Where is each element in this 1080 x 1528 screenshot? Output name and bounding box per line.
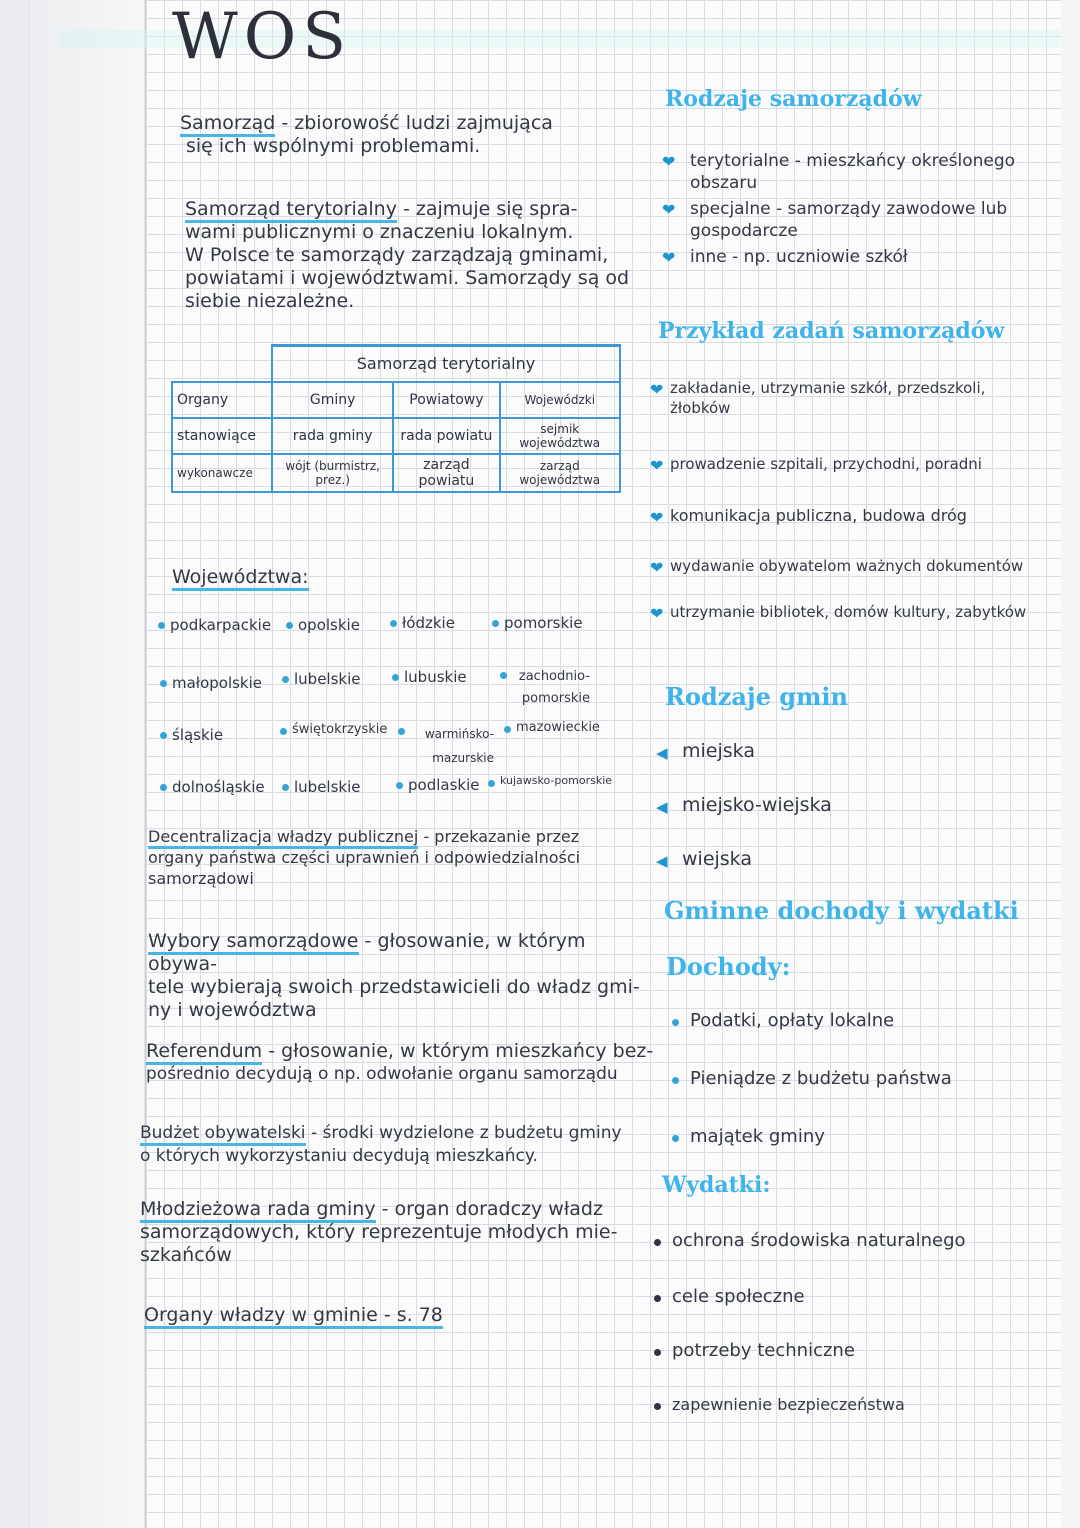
heart-icon: ❤ <box>650 380 664 399</box>
table-col-organy: Organy <box>172 382 272 418</box>
list-item: małopolskie <box>172 674 262 692</box>
term: Samorząd <box>180 112 275 137</box>
arrow-icon: ◀ <box>656 798 668 816</box>
organy-table <box>171 344 621 493</box>
table-col-gminy: Gminy <box>272 382 393 418</box>
dochody-wydatki-heading: Gminne dochody i wydatki <box>664 896 1019 925</box>
heart-icon: ❤ <box>650 558 664 577</box>
list-item: ❤ prowadzenie szpitali, przychodni, poradni <box>650 455 982 475</box>
definition-text: - zbiorowość ludzi zajmująca <box>281 112 553 134</box>
definition-text: W Polsce te samorządy zarządzają gminami, <box>185 244 609 266</box>
definition-text: - głosowanie, w którym obywa- <box>148 930 586 975</box>
definition-text: szkańców <box>140 1244 232 1266</box>
list-item: ◀ miejsko-wiejska <box>656 794 832 816</box>
definition-text: - zajmuje się spra- <box>402 198 578 220</box>
list-item: podkarpackie <box>170 616 271 634</box>
list-item: ❤ terytorialne - mieszkańcy określonego obszaru <box>662 151 1016 193</box>
list-item: świętokrzyskie <box>292 722 387 737</box>
definition-text: - przekazanie przez <box>423 827 580 846</box>
definition-decentralizacja <box>148 826 643 889</box>
list-item: ◀ wiejska <box>656 848 752 870</box>
table-cell: wójt (burmistrz, prez.) <box>272 454 393 492</box>
list-item: ❤ inne - np. uczniowie szkół <box>662 247 908 267</box>
list-item: zachodnio-pomorskie <box>500 666 590 710</box>
list-item: ❤ specjalne - samorządy zawodowe lub gospodarcze <box>662 199 1008 241</box>
notebook-edge <box>0 0 145 1528</box>
definition-text: - organ doradczy władz <box>381 1198 603 1220</box>
term: Młodzieżowa rada gminy <box>140 1198 376 1223</box>
table-row-wykonawcze: wykonawcze <box>172 454 272 492</box>
term: Samorząd terytorialny <box>185 198 397 223</box>
arrow-icon: ◀ <box>656 852 668 870</box>
heart-icon: ❤ <box>650 456 664 475</box>
zadania-list <box>650 378 1045 642</box>
rodzaje-samorzadow-heading: Rodzaje samorządów <box>665 86 922 112</box>
list-item: Podatki, opłaty lokalne <box>670 1010 1050 1068</box>
zadania-heading: Przykład zadań samorządów <box>658 318 1005 344</box>
definition-wybory <box>148 930 648 1022</box>
rodzaje-samorzadow-list <box>662 150 1052 268</box>
list-item: łódzkie <box>402 614 455 632</box>
definition-text: się ich wspólnymi problemami. <box>186 135 481 157</box>
table-row-stanowiace: stanowiące <box>172 418 272 454</box>
list-item: cele społeczne <box>652 1286 1052 1340</box>
list-item: lubelskie <box>294 778 361 796</box>
heart-icon: ❤ <box>662 152 676 171</box>
list-item: podlaskie <box>408 776 479 794</box>
wojewodztwa-heading: Województwa: <box>172 566 309 591</box>
rodzaje-gmin-heading: Rodzaje gmin <box>665 682 848 711</box>
term: Decentralizacja władzy publicznej <box>148 827 418 849</box>
table-cell: rada gminy <box>272 418 393 454</box>
heart-icon: ❤ <box>650 508 664 527</box>
term: Wybory samorządowe <box>148 930 359 955</box>
list-item: śląskie <box>172 726 223 744</box>
list-item: mazowieckie <box>516 720 600 735</box>
table-header: Samorząd terytorialny <box>272 346 620 382</box>
definition-text: pośrednio decydują o np. odwołanie organu samorządu <box>146 1064 618 1084</box>
list-item: ❤ utrzymanie bibliotek, domów kultury, zabytków <box>650 603 1027 623</box>
definition-samorzad <box>180 112 620 158</box>
definition-text: siebie niezależne. <box>185 290 355 312</box>
definition-text: organy państwa części uprawnień i odpowiedzialności <box>148 848 581 867</box>
table-cell: rada powiatu <box>393 418 499 454</box>
dochody-heading: Dochody: <box>666 952 791 981</box>
list-item: lubuskie <box>404 668 467 686</box>
list-item: potrzeby techniczne <box>652 1340 1052 1394</box>
list-item: warmińsko-mazurskie <box>398 722 494 770</box>
dochody-list <box>670 1010 1050 1156</box>
table-cell: sejmik województwa <box>500 418 620 454</box>
list-item: ❤ komunikacja publiczna, budowa dróg <box>650 506 967 527</box>
definition-text: o których wykorzystaniu decydują mieszkańcy. <box>140 1146 538 1166</box>
wydatki-heading: Wydatki: <box>662 1172 771 1198</box>
definition-mlodziezowa-rada <box>140 1198 640 1267</box>
list-item: pomorskie <box>504 614 583 632</box>
list-item: ❤ zakładanie, utrzymanie szkół, przedszkoli, żłobków <box>650 379 986 417</box>
heart-icon: ❤ <box>650 604 664 623</box>
arrow-icon: ◀ <box>656 744 668 762</box>
definition-text: ny i województwa <box>148 999 317 1021</box>
list-item: ◀ miejska <box>656 740 755 762</box>
list-item: lubelskie <box>294 670 361 688</box>
list-item: ochrona środowiska naturalnego <box>652 1230 1052 1286</box>
definition-text: powiatami i województwami. Samorządy są od <box>185 267 630 289</box>
table-col-wojewodzki: Wojewódzki <box>500 382 620 418</box>
list-item: kujawsko-pomorskie <box>500 774 612 787</box>
definition-text: wami publicznymi o znaczeniu lokalnym. <box>185 221 574 243</box>
table-col-powiatowy: Powiatowy <box>393 382 499 418</box>
term: Budżet obywatelski <box>140 1123 306 1146</box>
wydatki-list <box>652 1230 1052 1424</box>
list-item: majątek gminy <box>670 1126 1050 1156</box>
list-item: zapewnienie bezpieczeństwa <box>652 1394 1052 1424</box>
page-title: WOS <box>172 0 353 74</box>
definition-text: samorządowych, który reprezentuje młodych mie- <box>140 1221 618 1243</box>
list-item: opolskie <box>298 616 360 634</box>
term: Referendum <box>146 1040 262 1065</box>
definition-budzet <box>140 1122 660 1168</box>
table-cell: zarząd powiatu <box>393 454 499 492</box>
definition-referendum <box>146 1040 656 1086</box>
definition-text: samorządowi <box>148 869 254 888</box>
heart-icon: ❤ <box>662 248 676 267</box>
list-item: ❤ wydawanie obywatelom ważnych dokumentów <box>650 557 1024 577</box>
definition-text: - głosowanie, w którym mieszkańcy bez- <box>268 1040 654 1062</box>
definition-text: - środki wydzielone z budżetu gminy <box>310 1123 622 1143</box>
definition-samorzad-terytorialny <box>185 198 635 313</box>
table-cell: zarząd województwa <box>500 454 620 492</box>
margin-line <box>28 0 30 1528</box>
heart-icon: ❤ <box>662 200 676 219</box>
list-item: Pieniądze z budżetu państwa <box>670 1068 1050 1126</box>
organy-reference: Organy władzy w gminie - s. 78 <box>144 1304 443 1329</box>
rodzaje-gmin-list <box>656 740 956 878</box>
list-item: dolnośląskie <box>172 778 265 796</box>
definition-text: tele wybierają swoich przedstawicieli do władz gmi- <box>148 976 640 998</box>
